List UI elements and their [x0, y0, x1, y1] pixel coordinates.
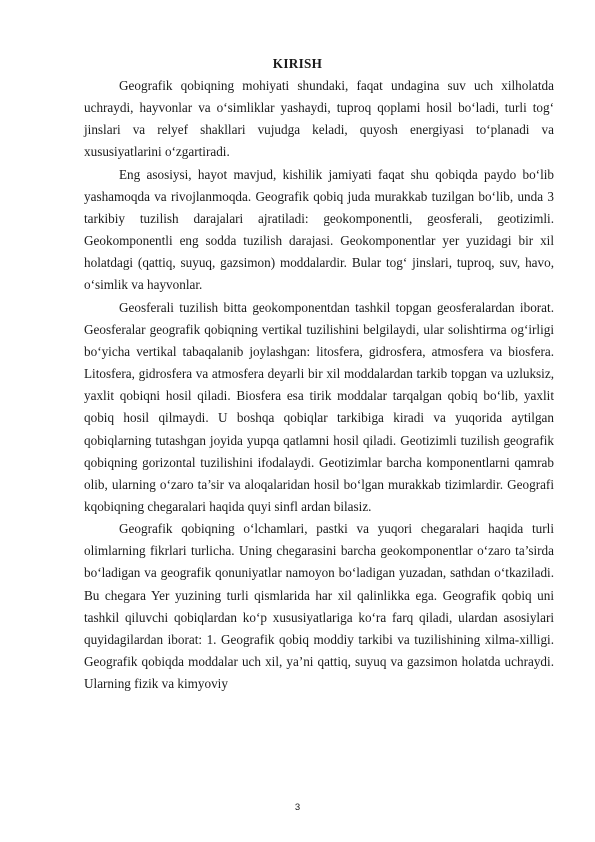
- paragraph: Geosferali tuzilish bitta geokomponentdan tashkil topgan geosferalardan iborat. Geosferalar geografik qobiqning vertikal tuzilishini belgilaydi, ular solishtirma og‘irligi bo‘yicha vertikal tabaqalanib joylashgan: litosfera, gidrosfera, atmosfera va biosfera. Litosfera, gidrosfera va atmosfera deyarli bir xil moddalardan tarkib topgan va uzluksiz, yaxlit qobiqni hosil qiladi. Biosfera esa tirik moddalar tarqalgan qobiq bo‘lib, yaxlit qobiq hosil qilmaydi. U boshqa qobiqlar tarkibiga kiradi va yuqorida aytilgan qobiqlarning tutashgan joyida yupqa qatlamni hosil qiladi. Geotizimli tuzilish geografik qobiqning gorizontal tuzilishini ifodalaydi. Geotizimlar barcha komponentlarni qamrab olib, ularning o‘zaro ta’sir va aloqalaridan hosil bo‘lgan murakkab tizimlardir. Geografi kqobiqning chegaralari haqida quyi sinfl ardan bilasiz.: [84, 299, 554, 514]
- page-title: KIRISH: [272, 56, 323, 71]
- paragraph: Geografik qobiqning o‘lchamlari, pastki va yuqori chegaralari haqida turli olimlarning fikrlari turlicha. Uning chegarasini barcha geokomponentlar o‘zaro ta’sirda bo‘ladigan va geografik qonuniyatlar namoyon bo‘ladigan yuzadan, sathdan o‘tkaziladi. Bu chegara Yer yuzining turli qismlarida har xil qalinlikka ega. Geografik qobiq uni tashkil qiluvchi qobiqlardan ko‘p xususiyatlariga ko‘ra farq qiladi, ulardan asosiylari quyidagilardan iborat: 1. Geografik qobiq moddiy tarkibi va tuzilishining xilma-xilligi. Geografik qobiqda moddalar uch xil, ya’ni qattiq, suyuq va gazsimon holatda uchraydi. Ularning fizik va kimyoviy: [84, 521, 554, 692]
- paragraph: Eng asosiysi, hayot mavjud, kishilik jamiyati faqat shu qobiqda paydo bo‘lib yashamoqda va rivojlanmoqda. Geografik qobiq juda murakkab tuzilgan bo‘lib, unda 3 tarkibiy tuzilish darajalari ajratiladi: geokomponentli, geosferali, geotizimli. Geokomponentli eng sodda tuzilish darajasi. Geokomponentlar yer yuzidagi bir xil holatdagi (qattiq, suyuq, gazsimon) moddalardir. Bular tog‘ jinslari, tuproq, suv, havo, o‘simlik va hayvonlar.: [84, 166, 554, 293]
- body-text: [84, 75, 554, 695]
- page-number: 3: [294, 802, 301, 813]
- paragraph: Geografik qobiqning mohiyati shundaki, faqat undagina suv uch xilholatda uchraydi, hayvonlar va o‘simliklar yashaydi, tuproq qoplami hosil bo‘ladi, turli tog‘ jinslari va relyef shakllari vujudga keladi, quyosh energiyasi to‘planadi va xususiyatlarini o‘zgartiradi.: [84, 78, 554, 160]
